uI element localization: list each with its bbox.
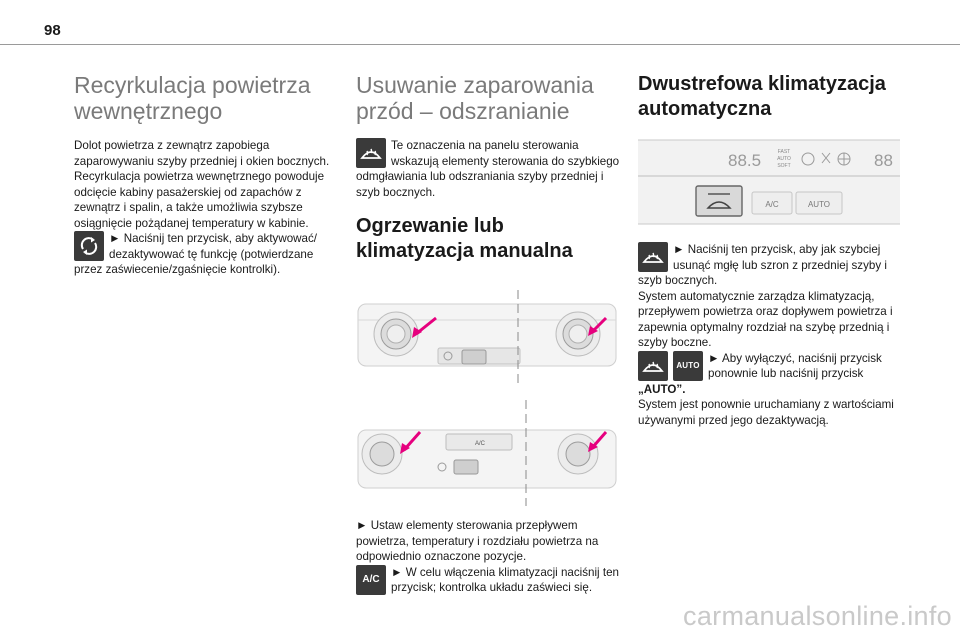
demist-note-text: Te oznaczenia na panelu sterowania wskazują elementy sterowania do szybkiego odmgławiania lub odszraniania szyby przedniej i szyb bocznych. [356, 139, 620, 199]
recirculation-instruction-text: ► Naciśnij ten przycisk, aby aktywować/ dezaktywować tę funkcję (potwierdzane przez zaświecenie/zgaśnięcie kontrolki). [74, 232, 317, 276]
display-fan-icon [838, 153, 850, 165]
section-title-dual-zone: Dwustrefowa klimatyzacja automatyczna [638, 73, 886, 120]
manual-set-controls-text: ► Ustaw elementy sterowania przepływem powietrza, temperatury i rozdziału powietrza na odpowiednio oznaczone pozycje. [356, 519, 599, 563]
ac-instruction [356, 565, 620, 596]
page-number: 98 [44, 22, 61, 39]
manual-panel-upper [358, 290, 616, 386]
display-left-temp: 88.5 [728, 151, 762, 170]
section-title-manual-ac: Ogrzewanie lub klimatyzacja manualna [356, 215, 573, 262]
windscreen-max-demist-icon [638, 242, 668, 272]
windscreen-demist-icon [356, 138, 386, 168]
watermark: carmanualsonline.info [683, 601, 952, 631]
panel-ac-label: A/C [474, 441, 486, 447]
recirculation-para-1: Dolot powietrza z zewnątrz zapobiega zaparowywaniu szyby przedniej i okien bocznych. [74, 139, 330, 168]
display-auto-label: AUTO [777, 156, 791, 162]
ac-instruction-text: ► W celu włączenia klimatyzacji naciśnij ten przycisk; kontrolka układu zaświeci się. [391, 565, 619, 594]
switch-off-text-b: „AUTO”. [638, 382, 686, 396]
switch-off-instruction [638, 351, 904, 382]
windscreen-max-button [696, 186, 742, 216]
recirculation-icon [74, 231, 104, 261]
auto-button-icon: AUTO [673, 351, 703, 381]
display-soft-label: SOFT [777, 163, 791, 169]
display-fast-label: FAST [777, 149, 791, 155]
recirculation-instruction [74, 231, 340, 278]
display-right-temp: 88 [874, 151, 893, 170]
dual-zone-panel-illustration [638, 136, 902, 232]
switch-off-text-a: ► Aby wyłączyć, naciśnij przycisk ponownie lub naciśnij przycisk [708, 351, 882, 380]
max-demist-instruction-text: ► Naciśnij ten przycisk, aby jak szybciej usunąć mgłę lub szron z przedniej szyby i szyb bocznych. [638, 243, 887, 287]
section-title-recirculation: Recyrkulacja powietrza wewnętrznego [74, 72, 311, 124]
ac-button-label: A/C [765, 200, 779, 209]
windscreen-demist-icon-2 [638, 351, 668, 381]
dual-zone-para-3: System jest ponownie uruchamiany z wartościami używanymi przed jego dezaktywacją. [638, 398, 894, 427]
header-rule [0, 44, 960, 45]
column-dual-zone [638, 64, 904, 428]
manual-ac-panel-illustration [356, 274, 620, 510]
column-recirculation [74, 64, 340, 278]
column-demist [356, 64, 620, 596]
manual-panel-lower [358, 400, 616, 506]
dual-zone-para-2: System automatycznie zarządza klimatyzacją, przepływem powietrza oraz dopływem powietrza i zapewnia optymalny rozdział na szybę przednią i szyby boczne. [638, 289, 893, 349]
recirculation-para-2: Recyrkulacja powietrza wewnętrznego powoduje odcięcie kabiny pasażerskiej od zapachów z zewnątrz i spalin, a także umożliwia szybsze osiągnięcie pożądanej temperatury w kabinie. [74, 170, 325, 230]
demist-note [356, 138, 620, 200]
ac-button-icon: A/C [356, 565, 386, 595]
auto-button-label: AUTO [807, 200, 831, 209]
max-demist-instruction [638, 242, 904, 289]
section-title-demist: Usuwanie zaparowania przód – odszranianie [356, 72, 594, 124]
